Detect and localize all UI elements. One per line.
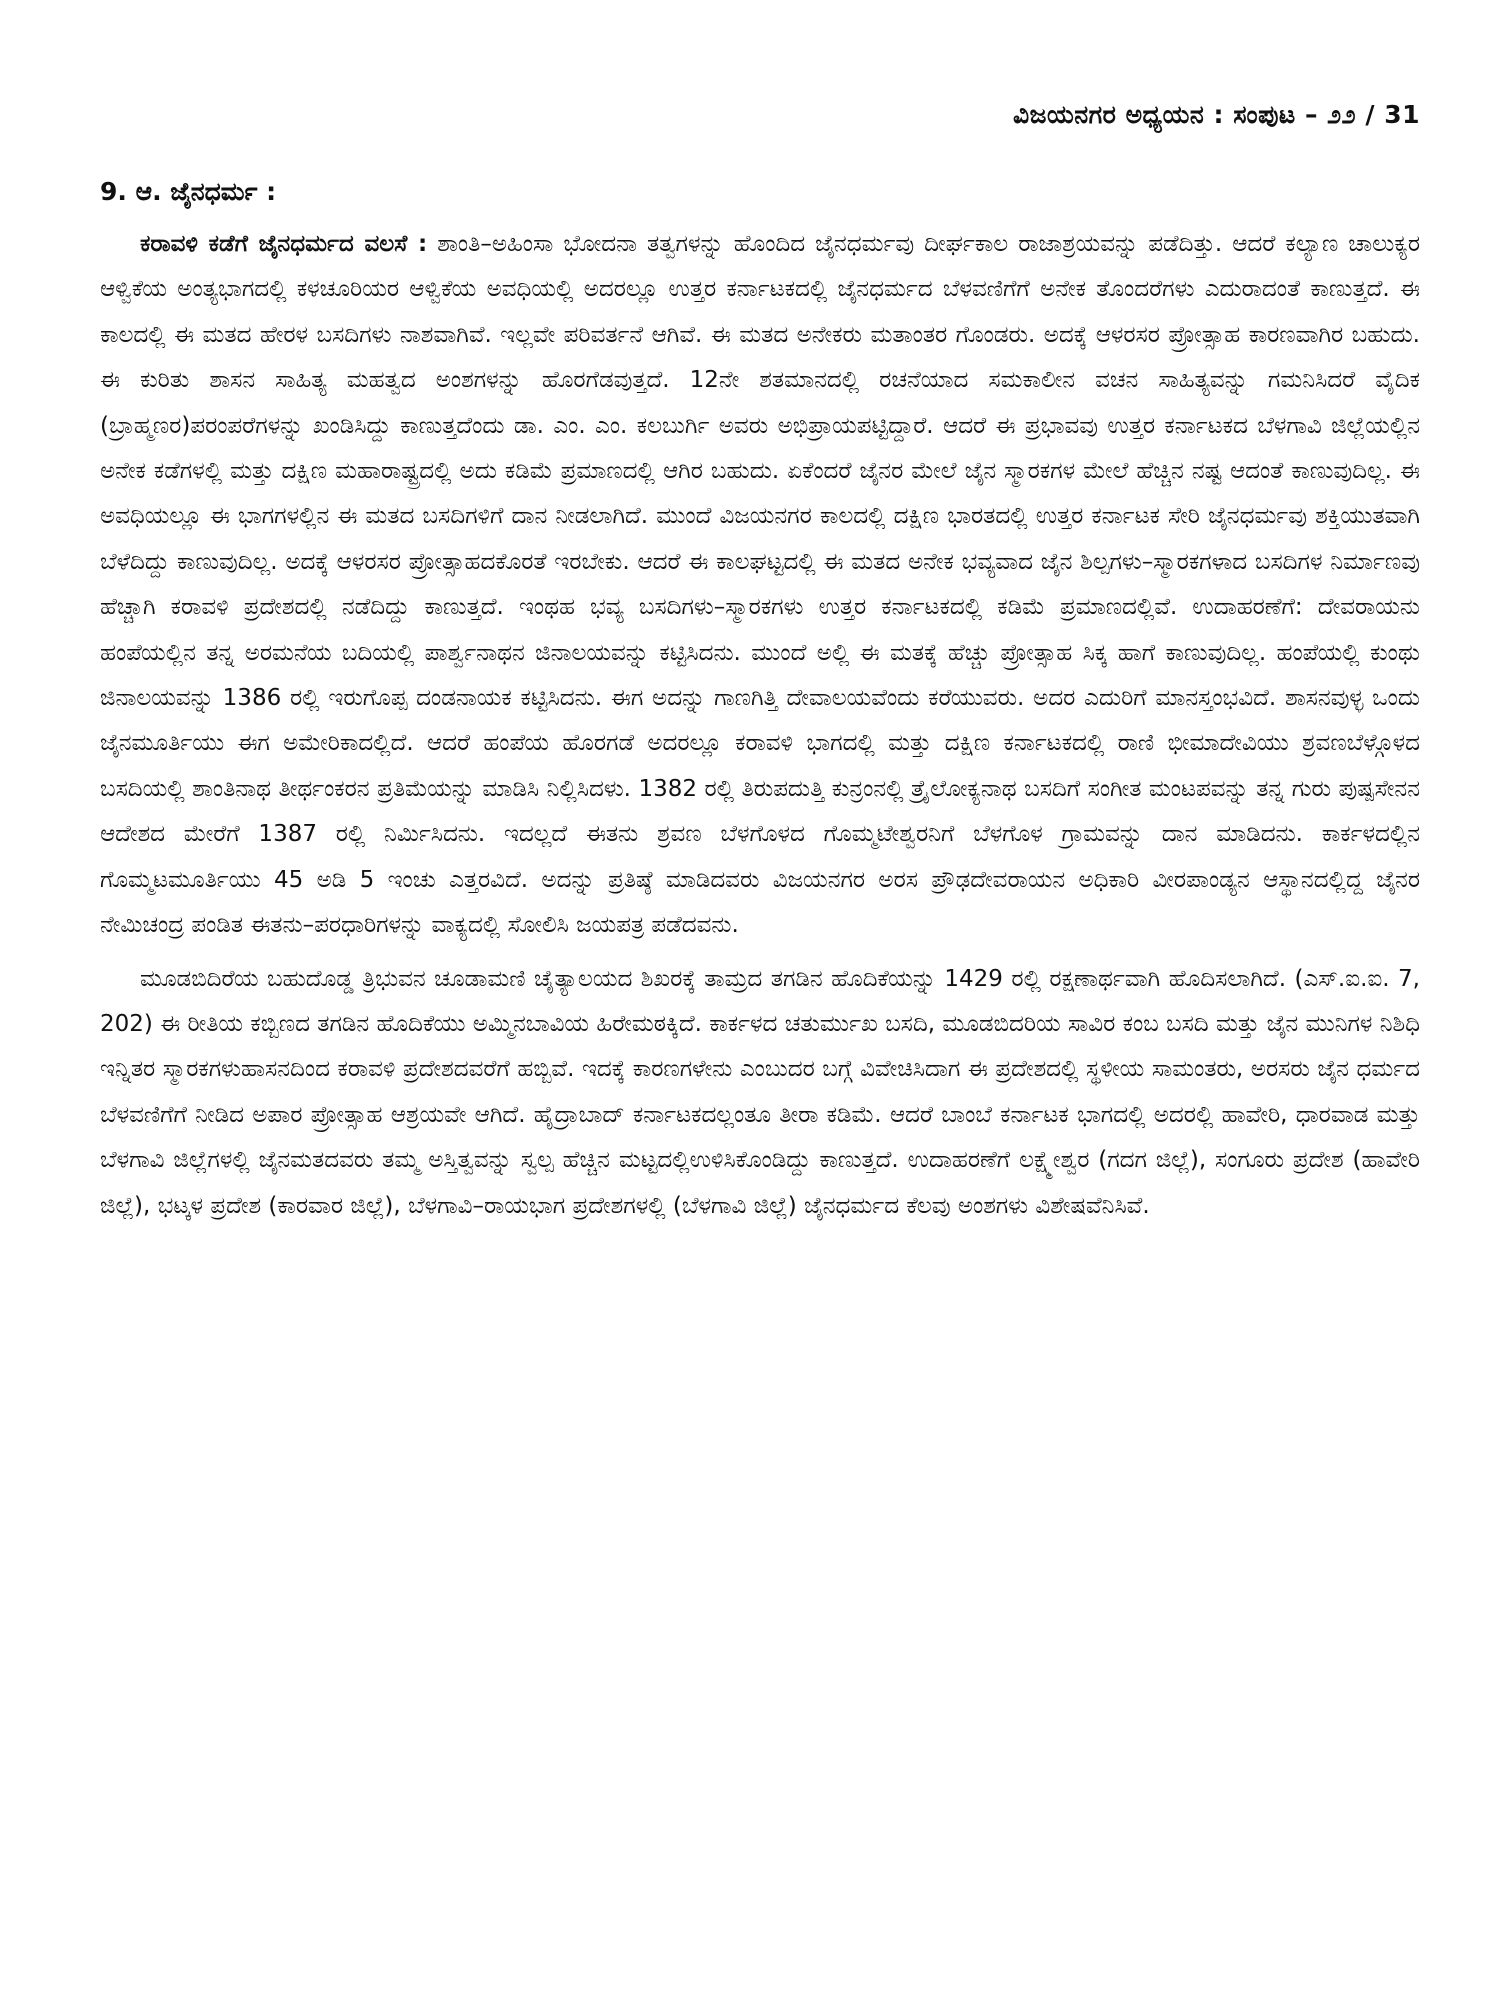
paragraph-1: [100, 222, 1420, 949]
section-heading: 9. ಆ. ಜೈನಧರ್ಮ :: [100, 177, 277, 206]
paragraph-sub-heading: ಕರಾವಳಿ ಕಡೆಗೆ ಜೈನಧರ್ಮದ ವಲಸೆ :: [140, 231, 428, 257]
page-body: [100, 172, 1420, 1229]
paragraph-2: [100, 957, 1420, 1229]
paragraph-2-text: ಮೂಡಬಿದಿರೆಯ ಬಹುದೊಡ್ಡ ತ್ರಿಭುವನ ಚೂಡಾಮಣಿ ಚೈತ್ಯಾಲಯದ ಶಿಖರಕ್ಕೆ ತಾಮ್ರದ ತಗಡಿನ ಹೊದಿಕೆಯನ್ನು 1429 ರಲ್ಲಿ ರಕ್ಷಣಾರ್ಥವಾಗಿ ಹೊದಿಸಲಾಗಿದೆ. (ಎಸ್.ಐ.ಐ. 7, 202) ಈ ರೀತಿಯ ಕಬ್ಬಿಣದ ತಗಡಿನ ಹೊದಿಕೆಯು ಅಮ್ಮಿನಬಾವಿಯ ಹಿರೇಮಠಕ್ಕಿದೆ. ಕಾರ್ಕಳದ ಚತುರ್ಮುಖ ಬಸದಿ, ಮೂಡಬಿದರಿಯ ಸಾವಿರ ಕಂಬ ಬಸದಿ ಮತ್ತು ಜೈನ ಮುನಿಗಳ ನಿಶಿಧಿ ಇನ್ನಿತರ ಸ್ಮಾರಕಗಳುಹಾಸನದಿಂದ ಕರಾವಳಿ ಪ್ರದೇಶದವರೆಗೆ ಹಬ್ಬಿವೆ. ಇದಕ್ಕೆ ಕಾರಣಗಳೇನು ಎಂಬುದರ ಬಗ್ಗೆ ವಿವೇಚಿಸಿದಾಗ ಈ ಪ್ರದೇಶದಲ್ಲಿ ಸ್ಥಳೀಯ ಸಾಮಂತರು, ಅರಸರು ಜೈನ ಧರ್ಮದ ಬೆಳವಣಿಗೆಗೆ ನೀಡಿದ ಅಪಾರ ಪ್ರೋತ್ಸಾಹ ಆಶ್ರಯವೇ ಆಗಿದೆ. ಹೈದ್ರಾಬಾದ್ ಕರ್ನಾಟಕದಲ್ಲಂತೂ ತೀರಾ ಕಡಿಮೆ. ಆದರೆ ಬಾಂಬೆ ಕರ್ನಾಟಕ ಭಾಗದಲ್ಲಿ ಅದರಲ್ಲಿ ಹಾವೇರಿ, ಧಾರವಾಡ ಮತ್ತು ಬೆಳಗಾವಿ ಜಿಲ್ಲೆಗಳಲ್ಲಿ ಜೈನಮತದವರು ತಮ್ಮ ಅಸ್ತಿತ್ವವನ್ನು ಸ್ವಲ್ಪ ಹೆಚ್ಚಿನ ಮಟ್ಟದಲ್ಲಿಉಳಿಸಿಕೊಂಡಿದ್ದು ಕಾಣುತ್ತದೆ. ಉದಾಹರಣೆಗೆ ಲಕ್ಷ್ಮೇಶ್ವರ (ಗದಗ ಜಿಲ್ಲೆ), ಸಂಗೂರು ಪ್ರದೇಶ (ಹಾವೇರಿ ಜಿಲ್ಲೆ), ಭಟ್ಕಳ ಪ್ರದೇಶ (ಕಾರವಾರ ಜಿಲ್ಲೆ), ಬೆಳಗಾವಿ–ರಾಯಭಾಗ ಪ್ರದೇಶಗಳಲ್ಲಿ (ಬೆಳಗಾವಿ ಜಿಲ್ಲೆ) ಜೈನಧರ್ಮದ ಕೆಲವು ಅಂಶಗಳು ವಿಶೇಷವೆನಿಸಿವೆ.: [100, 965, 1420, 1219]
paragraph-1-text: ಶಾಂತಿ–ಅಹಿಂಸಾ ಭೋದನಾ ತತ್ವಗಳನ್ನು ಹೊಂದಿದ ಜೈನಧರ್ಮವು ದೀರ್ಘಕಾಲ ರಾಜಾಶ್ರಯವನ್ನು ಪಡೆದಿತ್ತು. ಆದರೆ ಕಲ್ಯಾಣ ಚಾಲುಕ್ಯರ ಆಳ್ವಿಕೆಯ ಅಂತ್ಯಭಾಗದಲ್ಲಿ ಕಳಚೂರಿಯರ ಆಳ್ವಿಕೆಯ ಅವಧಿಯಲ್ಲಿ ಅದರಲ್ಲೂ ಉತ್ತರ ಕರ್ನಾಟಕದಲ್ಲಿ ಜೈನಧರ್ಮದ ಬೆಳವಣಿಗೆಗೆ ಅನೇಕ ತೊಂದರೆಗಳು ಎದುರಾದಂತೆ ಕಾಣುತ್ತದೆ. ಈ ಕಾಲದಲ್ಲಿ ಈ ಮತದ ಹೇರಳ ಬಸದಿಗಳು ನಾಶವಾಗಿವೆ. ಇಲ್ಲವೇ ಪರಿವರ್ತನೆ ಆಗಿವೆ. ಈ ಮತದ ಅನೇಕರು ಮತಾಂತರ ಗೊಂಡರು. ಅದಕ್ಕೆ ಆಳರಸರ ಪ್ರೋತ್ಸಾಹ ಕಾರಣವಾಗಿರ ಬಹುದು. ಈ ಕುರಿತು ಶಾಸನ ಸಾಹಿತ್ಯ ಮಹತ್ವದ ಅಂಶಗಳನ್ನು ಹೊರಗೆಡವುತ್ತದೆ. 12ನೇ ಶತಮಾನದಲ್ಲಿ ರಚನೆಯಾದ ಸಮಕಾಲೀನ ವಚನ ಸಾಹಿತ್ಯವನ್ನು ಗಮನಿಸಿದರೆ ವೈದಿಕ (ಬ್ರಾಹ್ಮಣರ)ಪರಂಪರೆಗಳನ್ನು ಖಂಡಿಸಿದ್ದು ಕಾಣುತ್ತದೆಂದು ಡಾ. ಎಂ. ಎಂ. ಕಲಬುರ್ಗಿ ಅವರು ಅಭಿಪ್ರಾಯಪಟ್ಟಿದ್ದಾರೆ. ಆದರೆ ಈ ಪ್ರಭಾವವು ಉತ್ತರ ಕರ್ನಾಟಕದ ಬೆಳಗಾವಿ ಜಿಲ್ಲೆಯಲ್ಲಿನ ಅನೇಕ ಕಡೆಗಳಲ್ಲಿ ಮತ್ತು ದಕ್ಷಿಣ ಮಹಾರಾಷ್ಟ್ರದಲ್ಲಿ ಅದು ಕಡಿಮೆ ಪ್ರಮಾಣದಲ್ಲಿ ಆಗಿರ ಬಹುದು. ಏಕೆಂದರೆ ಜೈನರ ಮೇಲೆ ಜೈನ ಸ್ಮಾರಕಗಳ ಮೇಲೆ ಹೆಚ್ಚಿನ ನಷ್ಟ ಆದಂತೆ ಕಾಣುವುದಿಲ್ಲ. ಈ ಅವಧಿಯಲ್ಲೂ ಈ ಭಾಗಗಳಲ್ಲಿನ ಈ ಮತದ ಬಸದಿಗಳಿಗೆ ದಾನ ನೀಡಲಾಗಿದೆ. ಮುಂದೆ ವಿಜಯನಗರ ಕಾಲದಲ್ಲಿ ದಕ್ಷಿಣ ಭಾರತದಲ್ಲಿ ಉತ್ತರ ಕರ್ನಾಟಕ ಸೇರಿ ಜೈನಧರ್ಮವು ಶಕ್ತಿಯುತವಾಗಿ ಬೆಳೆದಿದ್ದು ಕಾಣುವುದಿಲ್ಲ. ಅದಕ್ಕೆ ಆಳರಸರ ಪ್ರೋತ್ಸಾಹದಕೊರತೆ ಇರಬೇಕು. ಆದರೆ ಈ ಕಾಲಘಟ್ಟದಲ್ಲಿ ಈ ಮತದ ಅನೇಕ ಭವ್ಯವಾದ ಜೈನ ಶಿಲ್ಪಗಳು–ಸ್ಮಾರಕಗಳಾದ ಬಸದಿಗಳ ನಿರ್ಮಾಣವು ಹೆಚ್ಚಾಗಿ ಕರಾವಳಿ ಪ್ರದೇಶದಲ್ಲಿ ನಡೆದಿದ್ದು ಕಾಣುತ್ತದೆ. ಇಂಥಹ ಭವ್ಯ ಬಸದಿಗಳು–ಸ್ಮಾರಕಗಳು ಉತ್ತರ ಕರ್ನಾಟಕದಲ್ಲಿ ಕಡಿಮೆ ಪ್ರಮಾಣದಲ್ಲಿವೆ. ಉದಾಹರಣೆಗೆ: ದೇವರಾಯನು ಹಂಪೆಯಲ್ಲಿನ ತನ್ನ ಅರಮನೆಯ ಬದಿಯಲ್ಲಿ ಪಾರ್ಶ್ವನಾಥನ ಜಿನಾಲಯವನ್ನು ಕಟ್ಟಿಸಿದನು. ಮುಂದೆ ಅಲ್ಲಿ ಈ ಮತಕ್ಕೆ ಹೆಚ್ಚು ಪ್ರೋತ್ಸಾಹ ಸಿಕ್ಕ ಹಾಗೆ ಕಾಣುವುದಿಲ್ಲ. ಹಂಪೆಯಲ್ಲಿ ಕುಂಥು ಜಿನಾಲಯವನ್ನು 1386 ರಲ್ಲಿ ಇರುಗೊಪ್ಪ ದಂಡನಾಯಕ ಕಟ್ಟಿಸಿದನು. ಈಗ ಅದನ್ನು ಗಾಣಗಿತ್ತಿ ದೇವಾಲಯವೆಂದು ಕರೆಯುವರು. ಅದರ ಎದುರಿಗೆ ಮಾನಸ್ತಂಭವಿದೆ. ಶಾಸನವುಳ್ಳ ಒಂದು ಜೈನಮೂರ್ತಿಯು ಈಗ ಅಮೇರಿಕಾದಲ್ಲಿದೆ. ಆದರೆ ಹಂಪೆಯ ಹೊರಗಡೆ ಅದರಲ್ಲೂ ಕರಾವಳಿ ಭಾಗದಲ್ಲಿ ಮತ್ತು ದಕ್ಷಿಣ ಕರ್ನಾಟಕದಲ್ಲಿ ರಾಣಿ ಭೀಮಾದೇವಿಯು ಶ್ರವಣಬೆಳ್ಗೊಳದ ಬಸದಿಯಲ್ಲಿ ಶಾಂತಿನಾಥ ತೀರ್ಥಂಕರನ ಪ್ರತಿಮೆಯನ್ನು ಮಾಡಿಸಿ ನಿಲ್ಲಿಸಿದಳು. 1382 ರಲ್ಲಿ ತಿರುಪದುತ್ತಿ ಕುನ್ರಂನಲ್ಲಿ ತ್ರೈಲೋಕ್ಯನಾಥ ಬಸದಿಗೆ ಸಂಗೀತ ಮಂಟಪವನ್ನು ತನ್ನ ಗುರು ಪುಷ್ಪಸೇನನ ಆದೇಶದ ಮೇರೆಗೆ 1387 ರಲ್ಲಿ ನಿರ್ಮಿಸಿದನು. ಇದಲ್ಲದೆ ಈತನು ಶ್ರವಣ ಬೆಳಗೊಳದ ಗೊಮ್ಮಟೇಶ್ವರನಿಗೆ ಬೆಳಗೊಳ ಗ್ರಾಮವನ್ನು ದಾನ ಮಾಡಿದನು. ಕಾರ್ಕಳದಲ್ಲಿನ ಗೊಮ್ಮಟಮೂರ್ತಿಯು 45 ಅಡಿ 5 ಇಂಚು ಎತ್ತರವಿದೆ. ಅದನ್ನು ಪ್ರತಿಷ್ಠೆ ಮಾಡಿದವರು ವಿಜಯನಗರ ಅರಸ ಪ್ರೌಢದೇವರಾಯನ ಅಧಿಕಾರಿ ವೀರಪಾಂಡ್ಯನ ಆಸ್ಥಾನದಲ್ಲಿದ್ದ ಜೈನರ ನೇಮಿಚಂದ್ರ ಪಂಡಿತ ಈತನು–ಪರಧಾರಿಗಳನ್ನು ವಾಕ್ಯದಲ್ಲಿ ಸೋಲಿಸಿ ಜಯಪತ್ರ ಪಡೆದವನು.: [100, 231, 1421, 939]
running-header: ವಿಜಯನಗರ ಅಧ್ಯಯನ : ಸಂಪುಟ – ೨೨ / 31: [1013, 100, 1420, 129]
